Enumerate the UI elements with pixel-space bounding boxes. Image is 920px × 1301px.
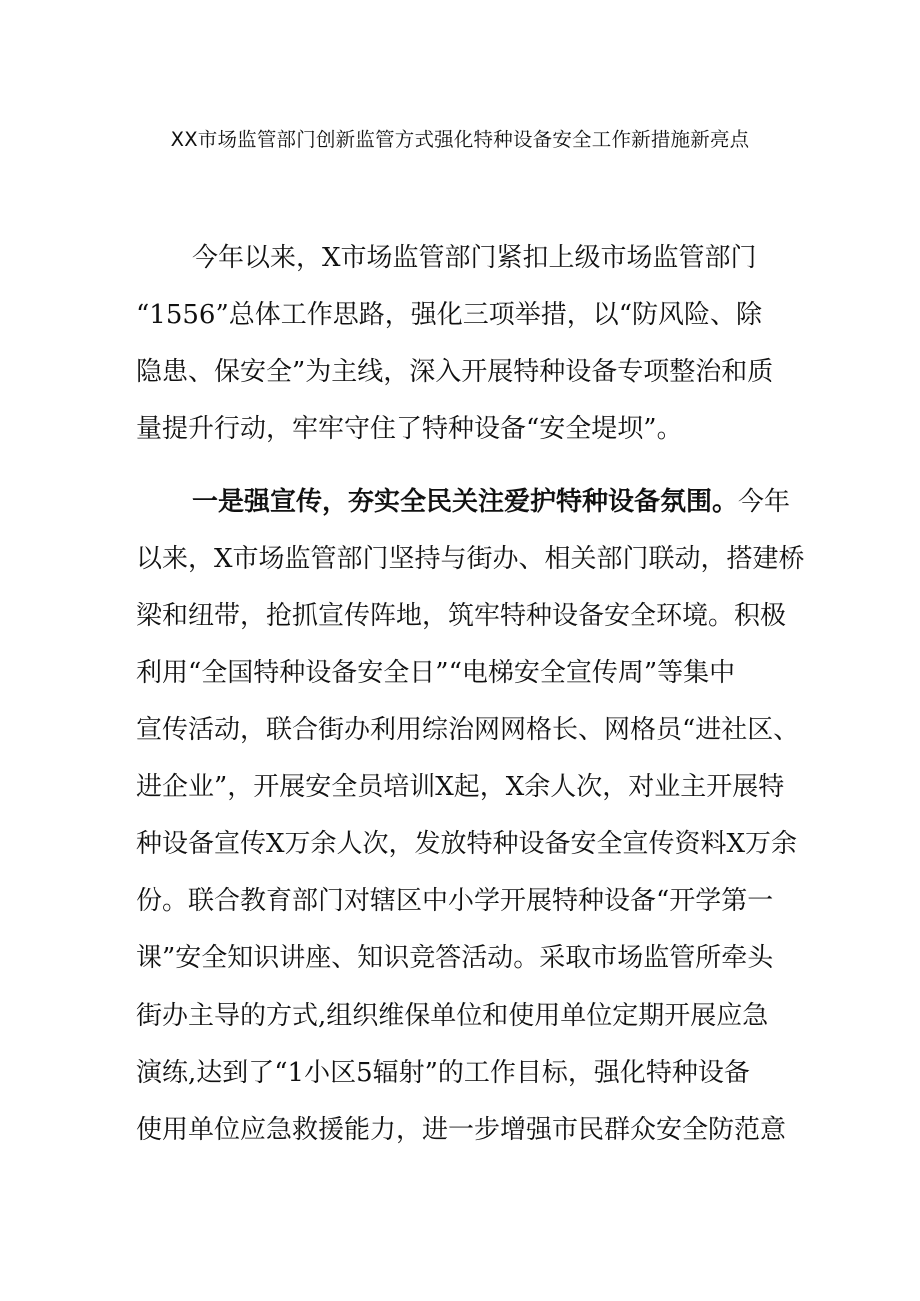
paragraph-line: 以来，X市场监管部门坚持与街办、相关部门联动，搭建桥 [136, 544, 805, 574]
paragraph-first-line [192, 486, 790, 518]
paragraph-line: 隐患、保安全”为主线，深入开展特种设备专项整治和质 [136, 357, 774, 387]
paragraph-line: 街办主导的方式,组织维保单位和使用单位定期开展应急 [136, 1001, 769, 1031]
paragraph-line: 使用单位应急救援能力，进一步增强市民群众安全防范意 [136, 1115, 787, 1145]
paragraph-line: 今年以来，X市场监管部门紧扣上级市场监管部门 [192, 243, 757, 273]
paragraph-line: 份。联合教育部门对辖区中小学开展特种设备“开学第一 [136, 886, 774, 916]
paragraph-line: 课”安全知识讲座、知识竞答活动。采取市场监管所牵头 [136, 943, 774, 973]
paragraph-line: 量提升行动，牢牢守住了特种设备“安全堤坝”。 [136, 414, 683, 444]
paragraph-lead-heading: 一是强宣传，夯实全民关注爱护特种设备氛围。 [192, 487, 739, 517]
paragraph-line: “1556”总体工作思路，强化三项举措，以“防风险、除 [136, 300, 763, 330]
paragraph-line-rest: 今年 [738, 487, 791, 517]
paragraph-line: 进企业”，开展安全员培训X起，X余人次，对业主开展特 [136, 772, 785, 802]
paragraph-line: 宣传活动，联合街办利用综治网网格长、网格员“进社区、 [136, 715, 800, 745]
paragraph-line: 梁和纽带，抢抓宣传阵地，筑牢特种设备安全环境。积极 [136, 601, 787, 631]
document-title: XX市场监管部门创新监管方式强化特种设备安全工作新措施新亮点 [170, 128, 750, 151]
paragraph-line: 利用“全国特种设备安全日”“电梯安全宣传周”等集中 [136, 658, 736, 688]
paragraph-line: 演练,达到了“1小区5辐射”的工作目标，强化特种设备 [136, 1058, 750, 1088]
paragraph-line: 种设备宣传X万余人次，发放特种设备安全宣传资料X万余 [136, 829, 798, 859]
